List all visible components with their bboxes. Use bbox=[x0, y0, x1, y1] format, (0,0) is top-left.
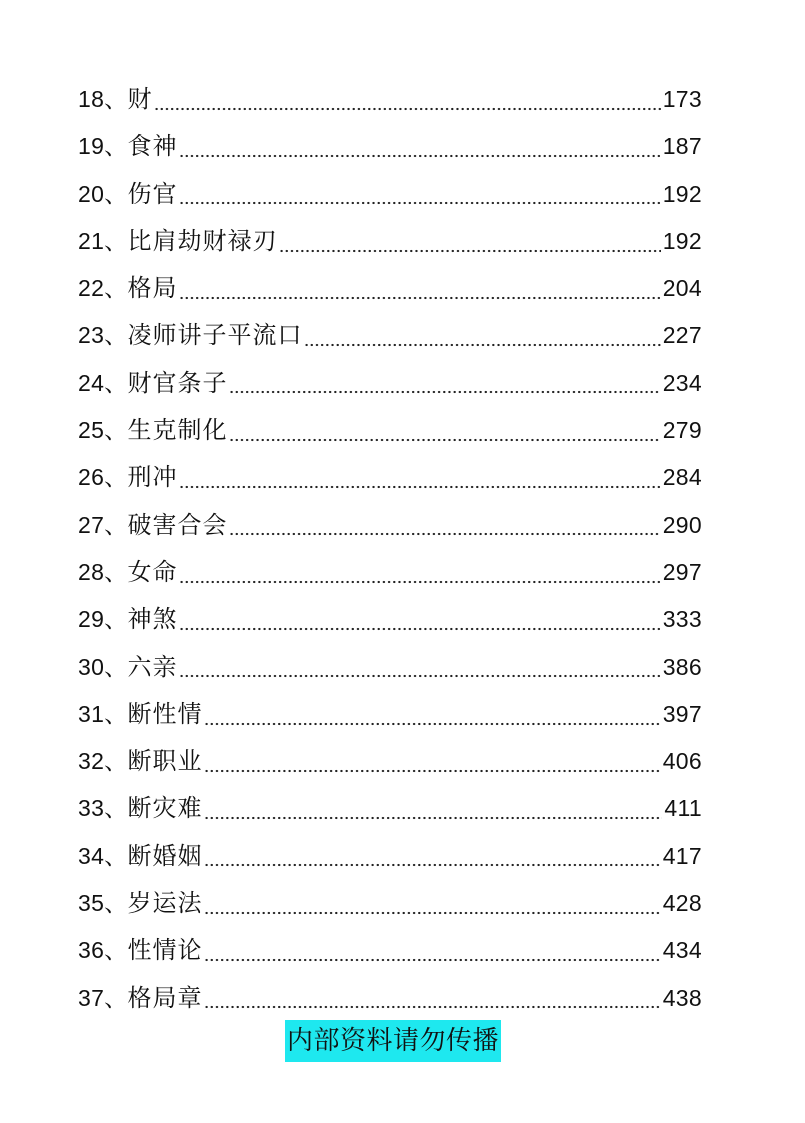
internal-material-notice: 内部资料请勿传播 bbox=[285, 1020, 501, 1062]
dot-leader bbox=[179, 627, 660, 631]
dot-leader bbox=[279, 249, 660, 253]
table-of-contents bbox=[78, 76, 702, 1022]
toc-entry-title: 格局 bbox=[127, 274, 178, 303]
toc-entry-number: 33、 bbox=[78, 795, 128, 822]
toc-entry-number: 27、 bbox=[78, 511, 128, 538]
toc-entry-title: 财 bbox=[127, 85, 153, 113]
toc-entry-page: 386 bbox=[662, 653, 702, 680]
toc-entry-title: 刑冲 bbox=[127, 463, 178, 492]
toc-entry-number: 34、 bbox=[78, 842, 128, 869]
toc-entry[interactable] bbox=[78, 76, 702, 123]
toc-entry[interactable] bbox=[78, 123, 702, 170]
toc-entry-title: 神煞 bbox=[127, 605, 178, 634]
toc-entry-number: 24、 bbox=[78, 369, 128, 396]
toc-entry-page: 290 bbox=[662, 511, 702, 538]
toc-entry-number: 37、 bbox=[78, 984, 128, 1011]
toc-entry[interactable] bbox=[78, 975, 702, 1022]
dot-leader bbox=[204, 863, 660, 867]
toc-entry-page: 173 bbox=[662, 86, 702, 112]
dot-leader bbox=[204, 816, 662, 820]
dot-leader bbox=[204, 769, 660, 773]
dot-leader bbox=[229, 390, 660, 394]
toc-entry-number: 32、 bbox=[78, 748, 128, 775]
toc-entry[interactable] bbox=[78, 549, 702, 596]
toc-entry-number: 18、 bbox=[78, 86, 128, 112]
toc-entry-page: 333 bbox=[662, 606, 702, 633]
toc-entry[interactable] bbox=[78, 738, 702, 785]
toc-entry-number: 29、 bbox=[78, 606, 128, 633]
toc-entry[interactable] bbox=[78, 644, 702, 691]
dot-leader bbox=[179, 154, 660, 158]
toc-entry-page: 397 bbox=[662, 700, 702, 727]
dot-leader bbox=[154, 107, 660, 111]
toc-entry[interactable] bbox=[78, 312, 702, 359]
toc-entry-number: 26、 bbox=[78, 464, 128, 491]
dot-leader bbox=[204, 911, 660, 915]
dot-leader bbox=[229, 532, 660, 536]
dot-leader bbox=[179, 485, 660, 489]
toc-entry[interactable] bbox=[78, 407, 702, 454]
toc-entry-number: 31、 bbox=[78, 700, 128, 727]
toc-entry-title: 伤官 bbox=[127, 179, 178, 208]
toc-entry[interactable] bbox=[78, 171, 702, 218]
dot-leader bbox=[204, 722, 660, 726]
toc-entry[interactable] bbox=[78, 360, 702, 407]
toc-entry-number: 30、 bbox=[78, 653, 128, 680]
toc-entry-title: 比肩劫财禄刃 bbox=[127, 226, 278, 255]
toc-entry[interactable] bbox=[78, 691, 702, 738]
toc-entry-title: 生克制化 bbox=[127, 416, 228, 445]
toc-entry-number: 28、 bbox=[78, 558, 128, 585]
toc-entry-page: 284 bbox=[662, 464, 702, 491]
toc-entry-number: 36、 bbox=[78, 937, 128, 964]
toc-entry-number: 21、 bbox=[78, 227, 128, 254]
toc-entry-page: 406 bbox=[662, 748, 702, 775]
toc-entry-number: 25、 bbox=[78, 417, 128, 444]
toc-entry-title: 岁运法 bbox=[127, 889, 203, 918]
toc-entry-page: 417 bbox=[662, 842, 702, 869]
toc-entry-title: 凌师讲子平流口 bbox=[127, 321, 303, 350]
toc-entry-title: 格局章 bbox=[127, 983, 203, 1012]
toc-entry-page: 234 bbox=[662, 369, 702, 396]
toc-entry-page: 297 bbox=[662, 558, 702, 585]
toc-entry[interactable] bbox=[78, 880, 702, 927]
dot-leader bbox=[204, 1005, 660, 1009]
toc-entry-page: 428 bbox=[662, 890, 702, 917]
toc-entry[interactable] bbox=[78, 833, 702, 880]
dot-leader bbox=[179, 674, 660, 678]
toc-entry[interactable] bbox=[78, 502, 702, 549]
toc-entry-page: 187 bbox=[662, 133, 702, 160]
toc-entry-page: 411 bbox=[664, 795, 702, 822]
toc-entry-title: 破害合会 bbox=[127, 510, 228, 539]
toc-entry-title: 性情论 bbox=[127, 936, 203, 965]
toc-entry[interactable] bbox=[78, 454, 702, 501]
toc-entry-number: 19、 bbox=[78, 133, 128, 160]
toc-entry-number: 22、 bbox=[78, 275, 128, 302]
toc-entry[interactable] bbox=[78, 927, 702, 974]
dot-leader bbox=[179, 580, 660, 584]
toc-entry-title: 断灾难 bbox=[127, 794, 203, 823]
dot-leader bbox=[229, 438, 660, 442]
toc-entry-page: 204 bbox=[662, 275, 702, 302]
toc-entry-title: 女命 bbox=[127, 557, 178, 586]
toc-entry-title: 六亲 bbox=[127, 652, 178, 681]
toc-entry[interactable] bbox=[78, 218, 702, 265]
toc-entry-page: 438 bbox=[662, 984, 702, 1011]
toc-entry[interactable] bbox=[78, 265, 702, 312]
toc-entry[interactable] bbox=[78, 785, 702, 832]
toc-entry-title: 断职业 bbox=[127, 747, 203, 776]
toc-entry-page: 434 bbox=[662, 937, 702, 964]
toc-entry-title: 食神 bbox=[127, 132, 178, 161]
toc-entry-title: 财官条子 bbox=[127, 368, 228, 397]
toc-entry-page: 192 bbox=[662, 180, 702, 207]
toc-entry-number: 23、 bbox=[78, 322, 128, 349]
toc-entry-page: 279 bbox=[662, 417, 702, 444]
toc-entry[interactable] bbox=[78, 596, 702, 643]
dot-leader bbox=[304, 343, 660, 347]
toc-entry-page: 192 bbox=[662, 227, 702, 254]
dot-leader bbox=[179, 201, 660, 205]
dot-leader bbox=[179, 296, 660, 300]
toc-entry-number: 35、 bbox=[78, 890, 128, 917]
toc-entry-title: 断性情 bbox=[127, 699, 203, 728]
toc-entry-page: 227 bbox=[662, 322, 702, 349]
toc-entry-title: 断婚姻 bbox=[127, 841, 203, 870]
dot-leader bbox=[204, 958, 660, 962]
toc-entry-number: 20、 bbox=[78, 180, 128, 207]
